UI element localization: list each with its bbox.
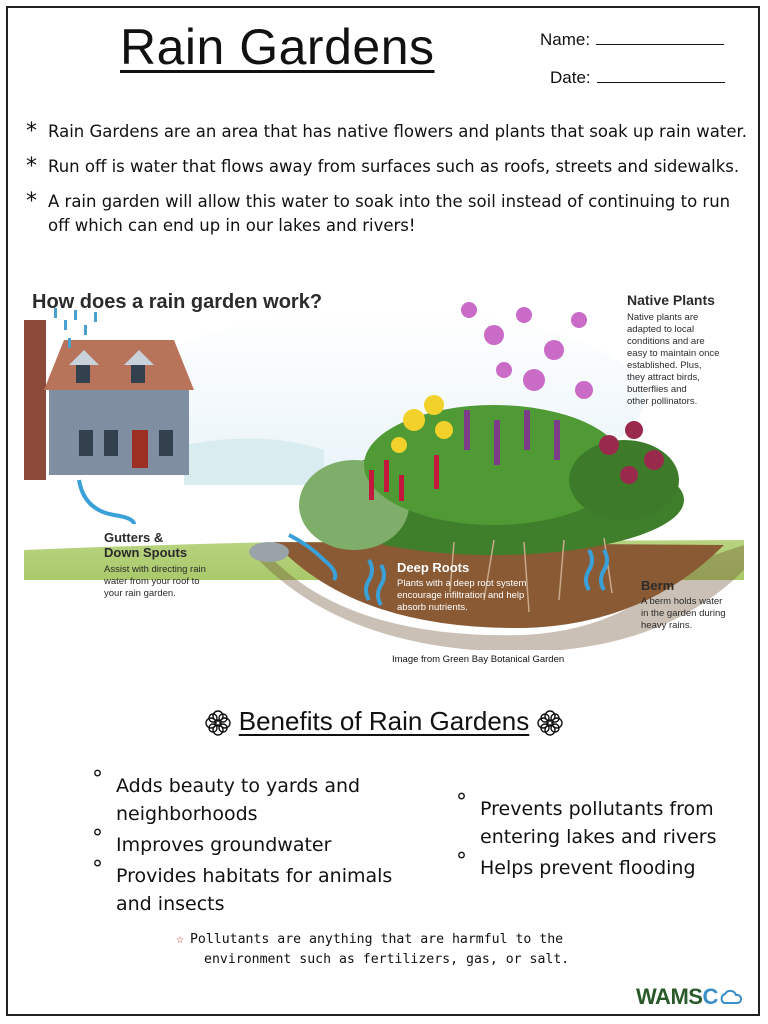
benefit-item: ° Provides habitats for animals and insects (94, 862, 394, 918)
benefits-heading (0, 706, 768, 738)
gutters-title: Down Spouts (104, 545, 188, 560)
deep-roots-line: absorb nutrients. (397, 602, 468, 613)
native-plants-line: they attract birds, (627, 372, 700, 383)
image-credit: Image from Green Bay Botanical Garden (392, 654, 565, 665)
wamsco-logo: WAMSC (636, 984, 744, 1010)
fact-item: * A rain garden will allow this water to soak into the soil instead of continuing to run off which can end up in our lakes and rivers! (26, 190, 751, 238)
fact-item: * Run off is water that flows away from surfaces such as roofs, streets and sidewalks. (26, 154, 740, 179)
asterisk-icon: * (26, 119, 37, 144)
native-plants-line: other pollinators. (627, 396, 698, 407)
name-blank-line[interactable] (596, 30, 724, 45)
native-plants-line: Native plants are (627, 312, 699, 323)
asterisk-icon: * (26, 189, 37, 214)
name-field[interactable] (540, 30, 724, 50)
star-icon: ☆ (176, 932, 184, 947)
benefits-list-left (94, 772, 394, 921)
date-label: Date: (550, 68, 591, 87)
native-plants-line: established. Plus, (627, 360, 702, 371)
note-line-1: Pollutants are anything that are harmful to the (189, 932, 564, 947)
lake (184, 439, 324, 485)
deep-roots-line: encourage infiltration and help (397, 590, 525, 601)
benefit-item: ° Adds beauty to yards and neighborhoods (94, 772, 394, 828)
fact-item: * Rain Gardens are an area that has native flowers and plants that soak up rain water. (26, 119, 747, 144)
cloud-icon (718, 989, 744, 1007)
native-plants-line: easy to maintain once (627, 348, 720, 359)
rain-garden-diagram (24, 280, 744, 650)
native-plants-line: butterflies and (627, 384, 687, 395)
deep-roots-title: Deep Roots (397, 560, 470, 575)
gutters-title: Gutters & (104, 530, 164, 545)
gutters-line: your rain garden. (104, 588, 176, 599)
benefit-item: ° Improves groundwater (94, 831, 394, 859)
gutters-line: Assist with directing rain (104, 564, 206, 575)
berm-line: A berm holds water (641, 596, 723, 607)
facts-list (26, 120, 751, 249)
diagram-heading: How does a rain garden work? (32, 291, 323, 313)
benefit-item: ° Helps prevent flooding (458, 854, 718, 882)
rocks (249, 542, 289, 562)
berm-line: in the garden during (641, 608, 726, 619)
gutters-line: water from your roof to (104, 576, 200, 587)
flower-icon (203, 708, 233, 738)
berm-line: heavy rains. (641, 620, 693, 631)
deep-roots-line: Plants with a deep root system (397, 578, 527, 589)
pollutants-note (176, 930, 569, 970)
benefits-title: Benefits of Rain Gardens (238, 706, 530, 736)
native-plants-line: adapted to local (627, 324, 695, 335)
berm-title: Berm (641, 578, 675, 593)
date-field[interactable] (550, 68, 725, 88)
note-line-2: environment such as fertilizers, gas, or salt. (204, 952, 570, 967)
native-plants-title: Native Plants (627, 292, 715, 308)
page-title: Rain Gardens (120, 19, 435, 75)
name-label: Name: (540, 30, 591, 49)
native-plants-line: conditions and are (627, 336, 705, 347)
asterisk-icon: * (26, 154, 37, 179)
benefits-list-right (458, 795, 718, 885)
flower-icon (535, 708, 565, 738)
benefit-item: ° Prevents pollutants from entering lakes and rivers (458, 795, 718, 851)
date-blank-line[interactable] (597, 68, 725, 83)
